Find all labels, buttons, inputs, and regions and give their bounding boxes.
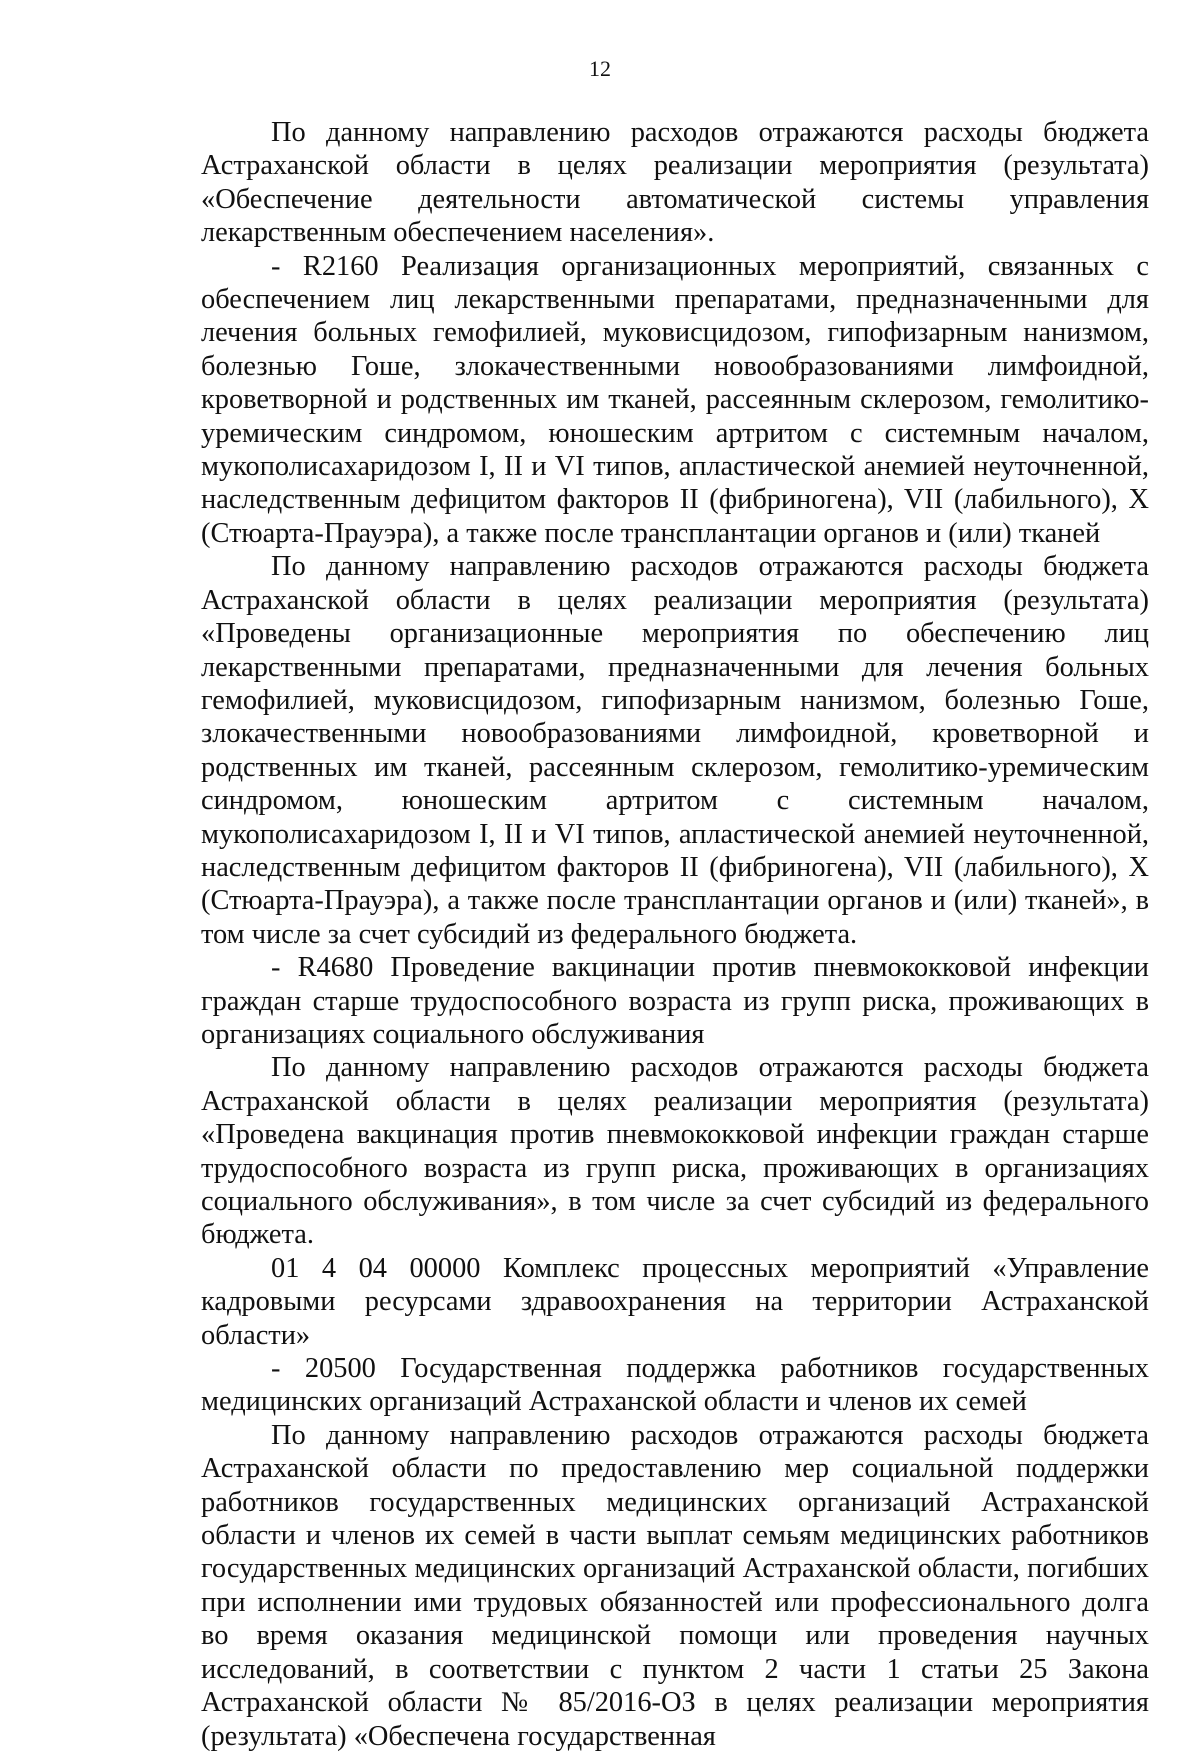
paragraph-20500-description: По данному направлению расходов отражаются расходы бюджета Астраханской области по предоставлению мер социальной поддержки работников государственных медицинских организаций Астраханской области и членов их семей в части выплат семьям медицинских работников государственных медицинских организаций Астраханской области, погибших при исполнении ими трудовых обязанностей или профессионального долга во время оказания медицинской помощи или проведения научных исследований, в соответствии с пунктом 2 части 1 статьи 25 Закона Астраханской области № 85/2016-ОЗ в целях реализации мероприятия (результата) «Обеспечена государственная xyxy=(201,1419,1149,1752)
paragraph-r2160-description: По данному направлению расходов отражаются расходы бюджета Астраханской области в целях реализации мероприятия (результата) «Проведены организационные мероприятия по обеспечению лиц лекарственными препаратами, предназначенными для лечения больных гемофилией, муковисцидозом, гипофизарным нанизмом, болезнью Гоше, злокачественными новообразованиями лимфоидной, кроветворной и родственных им тканей, рассеянным склерозом, гемолитико-уремическим синдромом, юношеским артритом с системным началом, мукополисахаридозом I, II и VI типов, апластической анемией неуточненной, наследственным дефицитом факторов II (фибриногена), VII (лабильного), X (Стюарта-Прауэра), а также после трансплантации органов и (или) тканей», в том числе за счет субсидий из федерального бюджета. xyxy=(201,551,1149,950)
paragraph-r4680-heading: - R4680 Проведение вакцинации против пневмококковой инфекции граждан старше трудоспособного возраста из групп риска, проживающих в организациях социального обслуживания xyxy=(201,952,1149,1050)
paragraph-r2160-heading: - R2160 Реализация организационных мероприятий, связанных с обеспечением лиц лекарственными препаратами, предназначенными для лечения больных гемофилией, муковисцидозом, гипофизарным нанизмом, болезнью Гоше, злокачественными новообразованиями лимфоидной, кроветворной и родственных им тканей, рассеянным склерозом, гемолитико-уремическим синдромом, юношеским артритом с системным началом, мукополисахаридозом I, II и VI типов, апластической анемией неуточненной, наследственным дефицитом факторов II (фибриногена), VII (лабильного), X (Стюарта-Прауэра), а также после трансплантации органов и (или) тканей xyxy=(201,250,1149,549)
document-body xyxy=(201,116,1149,1753)
paragraph-20500-heading: - 20500 Государственная поддержка работников государственных медицинских организаций Астраханской области и членов их семей xyxy=(201,1353,1149,1418)
paragraph-complex-01-4-04: 01 4 04 00000 Комплекс процессных мероприятий «Управление кадровыми ресурсами здравоохранения на территории Астраханской области» xyxy=(201,1252,1149,1351)
paragraph-r4680-description: По данному направлению расходов отражаются расходы бюджета Астраханской области в целях реализации мероприятия (результата) «Проведена вакцинация против пневмококковой инфекции граждан старше трудоспособного возраста из групп риска, проживающих в организациях социального обслуживания», в том числе за счет субсидий из федерального бюджета. xyxy=(201,1052,1149,1251)
page-number: 12 xyxy=(589,56,611,81)
paragraph-budget-automated-system: По данному направлению расходов отражаются расходы бюджета Астраханской области в целях реализации мероприятия (результата) «Обеспечение деятельности автоматической системы управления лекарственным обеспечением населения». xyxy=(201,117,1149,249)
